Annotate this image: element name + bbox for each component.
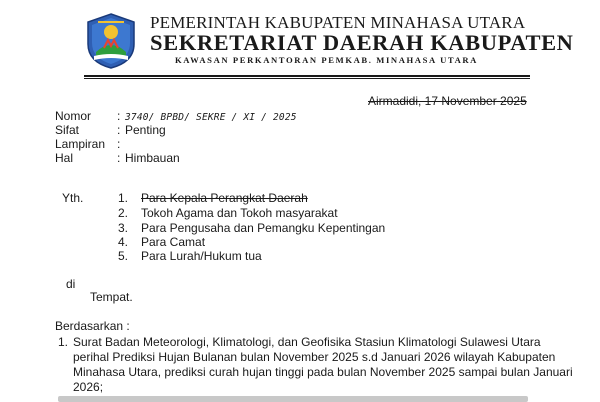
meta-label-hal: Hal bbox=[55, 151, 74, 165]
address-di: di bbox=[66, 277, 76, 291]
recipient-item: Tokoh Agama dan Tokoh masyarakat bbox=[141, 206, 338, 220]
paragraph-line: Surat Badan Meteorologi, Klimatologi, dan Geofisika Stasiun Klimatologi Sulawesi Utara bbox=[73, 335, 541, 349]
recipient-number: 5. bbox=[118, 249, 129, 263]
meta-value-sifat: Penting bbox=[125, 123, 166, 137]
letterhead-office-name: SEKRETARIAT DAERAH KABUPATEN bbox=[150, 30, 574, 55]
paragraph-line: Minahasa Utara, prediksi curah hujan tinggi pada bulan November 2025 sampai bulan Januari bbox=[73, 365, 573, 379]
meta-colon: : bbox=[117, 109, 121, 123]
meta-value-nomor: 3740/ BPBD/ SEKRE / XI / 2025 bbox=[125, 112, 297, 123]
salutation-yth: Yth. bbox=[62, 191, 84, 205]
recipient-number: 2. bbox=[118, 206, 129, 220]
paragraph-line: perihal Prediksi Hujan Bulanan bulan November 2025 s.d Januari 2026 wilayah Kabupaten bbox=[73, 350, 556, 364]
recipient-number: 4. bbox=[118, 235, 129, 249]
meta-colon: : bbox=[117, 137, 121, 151]
recipient-item: Para Pengusaha dan Pemangku Kepentingan bbox=[141, 221, 386, 235]
regency-crest-icon bbox=[84, 12, 138, 70]
letterhead-rule-thick bbox=[84, 75, 530, 77]
address-tempat: Tempat. bbox=[90, 290, 133, 304]
paragraph-line: 2026; bbox=[73, 380, 104, 394]
cropped-text-line bbox=[58, 396, 528, 402]
recipient-number: 1. bbox=[118, 191, 129, 205]
recipient-number: 3. bbox=[118, 221, 129, 235]
meta-value-hal: Himbauan bbox=[125, 151, 180, 165]
recipient-item: Para Kepala Perangkat Daerah bbox=[141, 191, 308, 205]
letterhead-government-name: PEMERINTAH KABUPATEN MINAHASA UTARA bbox=[150, 13, 526, 32]
meta-label-lampiran: Lampiran bbox=[55, 137, 106, 151]
meta-colon: : bbox=[117, 123, 121, 137]
recipient-item: Para Camat bbox=[141, 235, 206, 249]
letter-date: Airmadidi, 17 November 2025 bbox=[368, 94, 527, 108]
letterhead-rule-thin bbox=[84, 78, 530, 79]
paragraph-number: 1. bbox=[58, 335, 69, 349]
body-heading: Berdasarkan : bbox=[55, 319, 130, 333]
recipient-item: Para Lurah/Hukum tua bbox=[141, 249, 262, 263]
meta-label-sifat: Sifat bbox=[55, 123, 80, 137]
letterhead-address: KAWASAN PERKANTORAN PEMKAB. MINAHASA UTARA bbox=[175, 55, 478, 65]
meta-label-nomor: Nomor bbox=[55, 109, 92, 123]
meta-colon: : bbox=[117, 151, 121, 165]
